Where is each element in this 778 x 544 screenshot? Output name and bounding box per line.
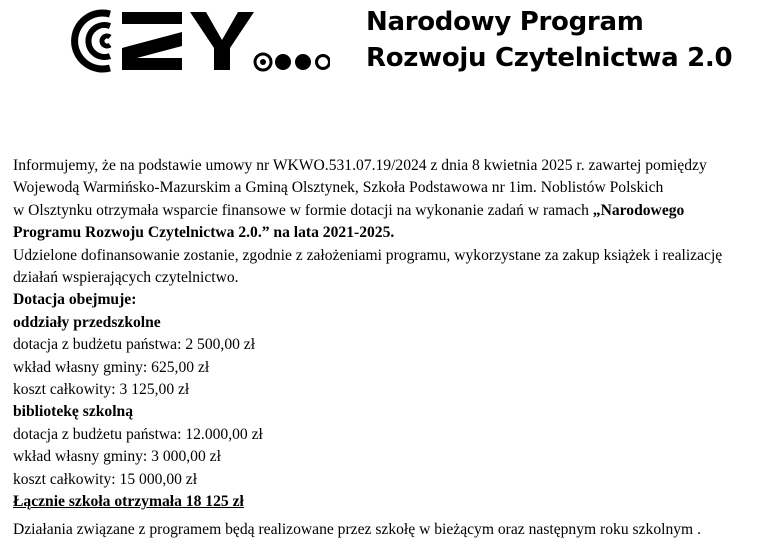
logo-dots [255,54,330,70]
intro-line-1: Informujemy, że na podstawie umowy nr WKWO.531.07.19/2024 z dnia 8 kwietnia 2025 r. zawartej pomiędzy [13,157,707,174]
czy-logo-icon [50,6,330,76]
preschool-own-contribution: wkład własny gminy: 625,00 zł [13,358,210,376]
library-state-grant: dotacja z budżetu państwa: 12.000,00 zł [13,425,263,443]
preschool-state-grant: dotacja z budżetu państwa: 2 500,00 zł [13,336,256,354]
program-name-part2: Programu Rozwoju Czytelnictwa 2.0.” na lata 2021-2025. [13,224,395,242]
library-own-contribution: wkład własny gminy: 3 000,00 zł [13,448,221,466]
logo-c-mark [75,13,110,69]
logo-y-mark [190,12,254,70]
grant-summary: Łącznie szkoła otrzymała 18 125 zł [13,493,244,511]
purpose-line-2: działań wspierających czytelnictwo. [13,269,239,287]
library-heading: bibliotekę szkolną [13,403,134,421]
purpose-line-1: Udzielone dofinansowanie zostanie, zgodnie z założeniami programu, wykorzystane za zakup książek i realizację [13,246,723,264]
program-title-line1: Narodowy Program [366,7,644,37]
grant-heading: Dotacja obejmuje: [13,291,137,309]
program-title [366,4,732,76]
preschool-heading: oddziały przedszkolne [13,313,161,331]
footer-note: Działania związane z programem będą realizowane przez szkołę w bieżącym oraz następnym roku szkolnym . [13,521,701,538]
logo-z-mark [122,12,182,70]
program-name-part1: „Narodowego [592,201,685,219]
intro-line-3 [13,200,778,222]
preschool-total: koszt całkowity: 3 125,00 zł [13,381,190,399]
announcement-body [13,155,778,514]
library-total: koszt całkowity: 15 000,00 zł [13,470,198,488]
intro-line-2: Wojewodą Warmińsko-Mazurskim a Gminą Olsztynek, Szkoła Podstawowa nr 1im. Noblistów Polskich [13,179,664,197]
program-title-line2: Rozwoju Czytelnictwa 2.0 [366,43,733,73]
intro-line-3-text: w Olsztynku otrzymała wsparcie finansowe w formie dotacji na wykonanie zadań w ramach [13,201,593,219]
